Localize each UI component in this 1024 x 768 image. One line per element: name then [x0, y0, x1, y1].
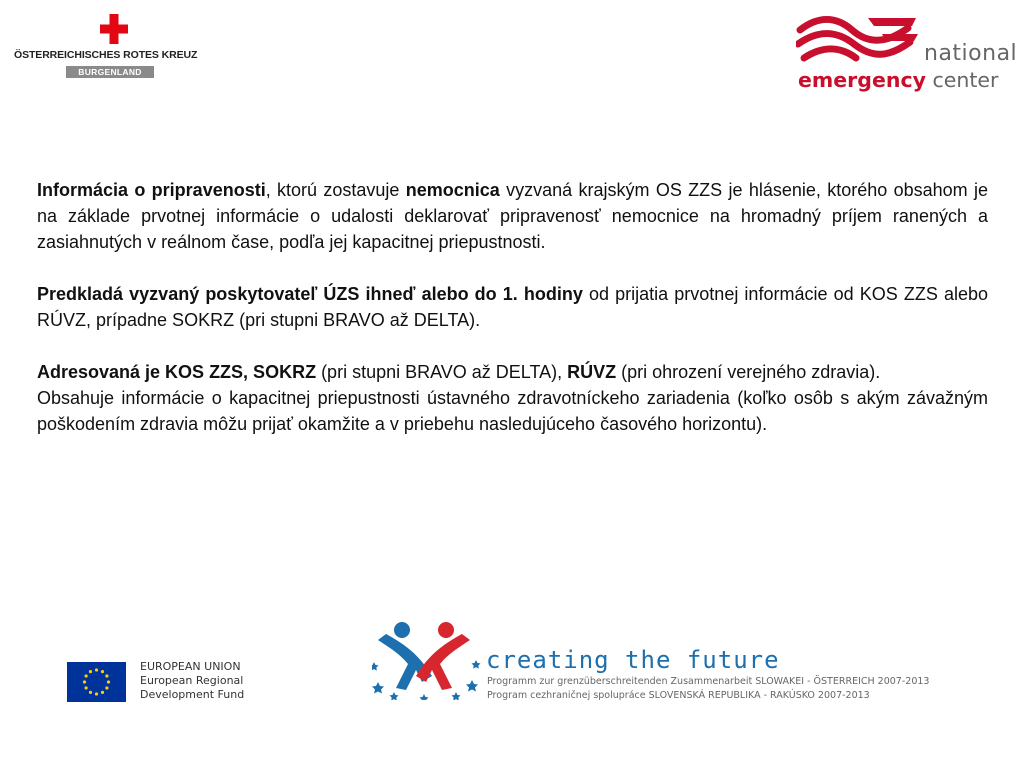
programme-line2: Program cezhraničnej spolupráce SLOVENSKÁ REPUBLIKA - RAKÚSKO 2007-2013	[487, 690, 870, 701]
eu-line3: Development Fund	[140, 688, 245, 701]
term-information: Informácia o pripravenosti	[37, 180, 266, 200]
term-submission: Predkladá vyzvaný poskytovateľ ÚZS ihneď alebo do 1. hodiny	[37, 284, 583, 304]
main-text	[37, 177, 988, 437]
nec-emergency-word: emergency	[798, 68, 926, 92]
programme-title: creating the future	[486, 646, 780, 674]
paragraph-preparedness	[37, 177, 988, 255]
text-segment: od prijatia prvotnej informácie od KOS ZZS alebo RÚVZ, prípadne SOKRZ (pri stupni BRAVO až DELTA).	[37, 284, 988, 330]
eu-logo	[67, 660, 267, 705]
national-emergency-center-logo	[796, 12, 1016, 94]
text-segment: (pri ohrození verejného zdravia).	[616, 362, 881, 382]
term-addressees: Adresovaná je KOS ZZS, SOKRZ	[37, 362, 317, 382]
term-hospital: nemocnica	[405, 180, 500, 200]
eu-line1: EUROPEAN UNION	[140, 660, 241, 673]
programme-line1: Programm zur grenzüberschreitenden Zusammenarbeit SLOWAKEI - ÖSTERREICH 2007-2013	[487, 676, 930, 687]
paragraph-addressees	[37, 359, 988, 385]
red-cross-region-badge: BURGENLAND	[66, 66, 154, 78]
nec-line2	[798, 68, 998, 92]
text-segment: (pri stupni BRAVO až DELTA),	[316, 362, 568, 382]
term-ruvz: RÚVZ	[567, 362, 617, 382]
red-cross-icon	[100, 14, 128, 44]
eu-text	[140, 660, 244, 702]
nec-center-word: center	[932, 68, 999, 92]
red-cross-logo	[14, 14, 204, 84]
people-stars-icon	[372, 618, 484, 700]
text-segment: , ktorú zostavuje	[265, 180, 406, 200]
nec-line1: national	[924, 41, 1018, 66]
eu-flag-icon	[67, 662, 126, 702]
eu-line2: European Regional	[140, 674, 244, 687]
text-segment: vyzvaná krajským OS ZZS je hlásenie, ktorého obsahom je na základe prvotnej informácie o udalosti deklarovať pripravenosť nemocnice na hromadný príjem ranených a zasiahnutých v reálnom čase, podľa jej kapacitnej priepustnosti.	[37, 180, 988, 252]
programme-logo	[372, 618, 972, 708]
nec-waves-icon	[796, 12, 921, 68]
paragraph-contents: Obsahuje informácie o kapacitnej priepustnosti ústavného zdravotníckeho zariadenia (koľko osôb s akým závažným poškodením zdravia môžu prijať okamžite a v priebehu nasledujúceho časového horizontu).	[37, 388, 988, 434]
red-cross-name: ÖSTERREICHISCHES ROTES KREUZ	[14, 49, 198, 61]
paragraph-submission	[37, 281, 988, 333]
